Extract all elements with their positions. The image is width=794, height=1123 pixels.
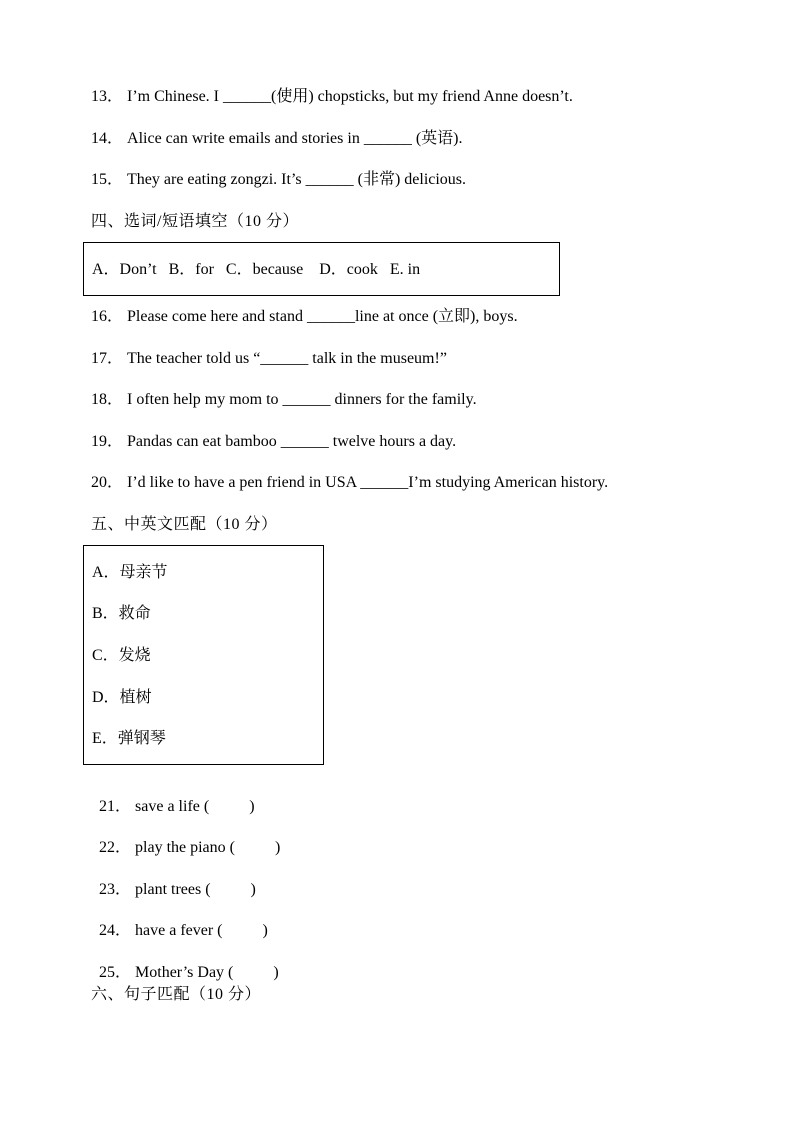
- question-21: [91, 777, 255, 817]
- question-number: 21．: [99, 798, 132, 815]
- question-15: [91, 170, 466, 190]
- section-heading-part6: 六、句子匹配（10 分）: [91, 986, 262, 1003]
- question-text: save a life ( ): [135, 798, 255, 815]
- question-number: 15．: [91, 171, 124, 188]
- question-text: play the piano ( ): [135, 839, 281, 856]
- question-number: 24．: [99, 922, 132, 939]
- question-19: [91, 432, 456, 452]
- question-text: Please come here and stand ______line at once (立即), boys.: [127, 308, 518, 325]
- question-number: 20．: [91, 474, 124, 491]
- question-23: [91, 860, 256, 900]
- match-option-a: A．母亲节: [92, 564, 168, 581]
- question-18: [91, 390, 477, 410]
- question-number: 18．: [91, 391, 124, 408]
- question-text: I’m Chinese. I ______(使用) chopsticks, but my friend Anne doesn’t.: [127, 88, 573, 105]
- match-option-e: E．弹钢琴: [92, 730, 166, 747]
- question-text: plant trees ( ): [135, 881, 256, 898]
- question-text: The teacher told us “______ talk in the museum!”: [127, 350, 447, 367]
- question-13: [91, 87, 573, 107]
- question-20: [91, 473, 608, 493]
- question-number: 22．: [99, 839, 132, 856]
- match-option-d: D．植树: [92, 689, 152, 706]
- question-number: 19．: [91, 433, 124, 450]
- match-option-b: B．救命: [92, 605, 151, 622]
- word-bank-options: A．Don’t B．for C．because D．cook E. in: [92, 261, 421, 278]
- match-option-c: C．发烧: [92, 647, 151, 664]
- question-16: [91, 307, 518, 327]
- question-text: I’d like to have a pen friend in USA ______I’m studying American history.: [127, 474, 609, 491]
- question-number: 17．: [91, 350, 124, 367]
- question-text: have a fever ( ): [135, 922, 268, 939]
- section-heading-part5: 五、中英文匹配（10 分）: [91, 516, 278, 533]
- question-text: Pandas can eat bamboo ______ twelve hours a day.: [127, 433, 457, 450]
- question-number: 16．: [91, 308, 124, 325]
- question-text: They are eating zongzi. It’s ______ (非常) delicious.: [127, 171, 467, 188]
- match-options-box: [83, 545, 324, 765]
- question-number: 23．: [99, 881, 132, 898]
- question-number: 25．: [99, 964, 132, 981]
- question-text: I often help my mom to ______ dinners for the family.: [127, 391, 477, 408]
- question-14: [91, 129, 463, 149]
- question-22: [91, 818, 280, 858]
- section-heading-part4: 四、选词/短语填空（10 分）: [91, 213, 299, 230]
- question-17: [91, 349, 447, 369]
- question-number: 14．: [91, 130, 124, 147]
- question-25: [91, 943, 279, 983]
- question-text: Mother’s Day ( ): [135, 964, 279, 981]
- question-text: Alice can write emails and stories in ______ (英语).: [127, 130, 463, 147]
- question-number: 13．: [91, 88, 124, 105]
- word-bank-box: [83, 242, 560, 296]
- question-24: [91, 901, 268, 941]
